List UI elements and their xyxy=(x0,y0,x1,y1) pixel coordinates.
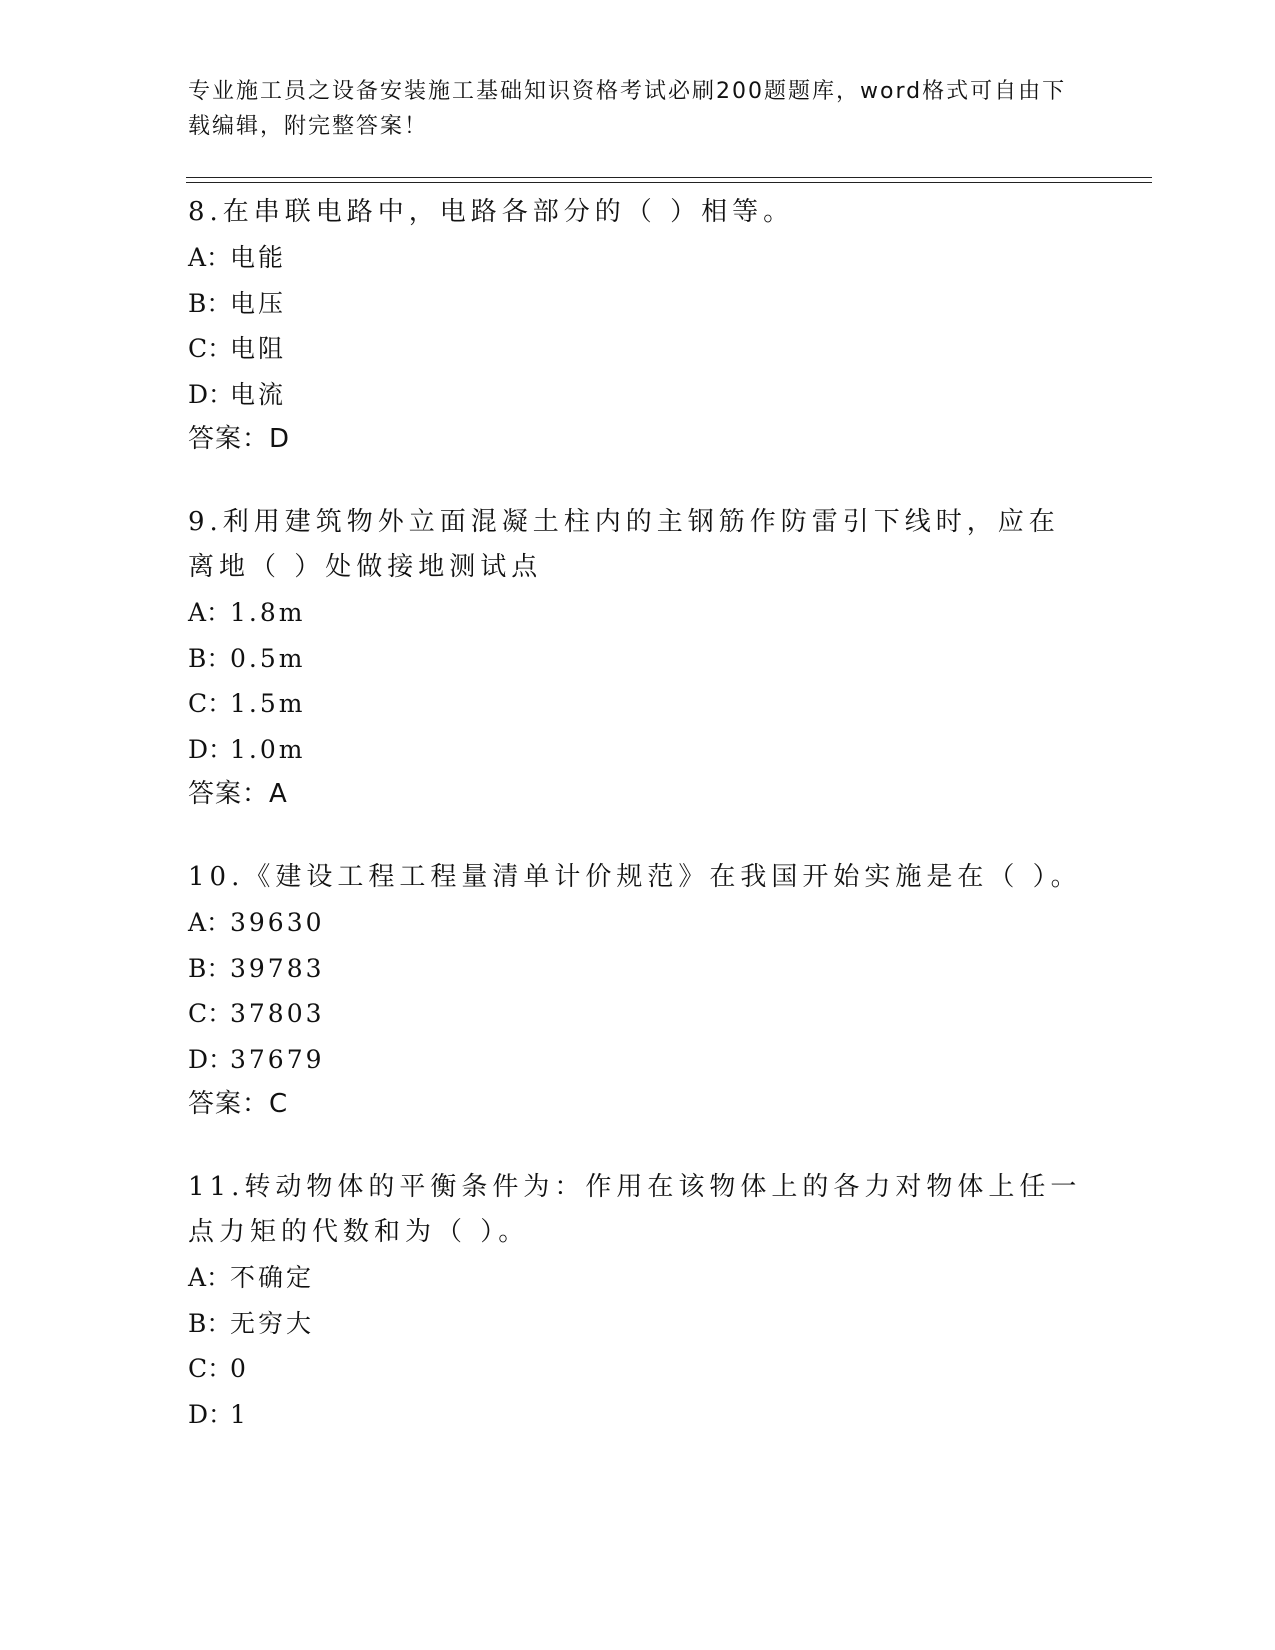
option-letter: C： xyxy=(188,334,233,363)
option-c xyxy=(188,681,1088,727)
option-letter: A： xyxy=(188,243,232,272)
header-divider-bottom xyxy=(186,182,1152,183)
option-text: 不确定 xyxy=(230,1263,315,1292)
option-text: 1 xyxy=(230,1399,249,1429)
option-letter: C： xyxy=(188,999,233,1028)
option-letter: A： xyxy=(188,1263,232,1292)
option-text: 37803 xyxy=(230,999,325,1028)
option-a xyxy=(188,1255,1088,1301)
question-10 xyxy=(188,855,1088,1127)
option-text: 0.5m xyxy=(230,643,306,673)
option-letter: A： xyxy=(188,908,232,937)
option-text: 39630 xyxy=(230,908,325,937)
answer-line: 答案：A xyxy=(188,779,288,809)
option-text: 1.8m xyxy=(230,598,306,627)
option-b xyxy=(188,636,1088,682)
question-text: 11.转动物体的平衡条件为：作用在该物体上的各力对物体上任一点力矩的代数和为（ ）。 xyxy=(188,1172,1082,1247)
option-letter: B： xyxy=(188,288,232,318)
option-c xyxy=(188,1346,1088,1392)
option-d xyxy=(188,372,1088,418)
option-text: 电能 xyxy=(230,243,287,272)
option-letter: D： xyxy=(188,1044,234,1074)
answer-line: 答案：D xyxy=(188,424,291,454)
option-d xyxy=(188,1392,1088,1438)
option-c xyxy=(188,326,1088,372)
option-letter: B： xyxy=(188,953,232,983)
question-text: 10.《建设工程工程量清单计价规范》在我国开始实施是在（ ）。 xyxy=(188,862,1082,892)
option-b xyxy=(188,281,1088,327)
option-text: 电阻 xyxy=(230,334,287,363)
option-letter: C： xyxy=(188,1354,233,1383)
option-d xyxy=(188,1037,1088,1083)
option-letter: D： xyxy=(188,1399,234,1429)
option-letter: D： xyxy=(188,734,234,764)
option-b xyxy=(188,1301,1088,1347)
question-9 xyxy=(188,500,1088,817)
header-divider-top xyxy=(186,177,1152,178)
option-text: 1.5m xyxy=(230,689,306,718)
option-letter: B： xyxy=(188,643,232,673)
option-text: 37679 xyxy=(230,1044,325,1074)
question-list xyxy=(188,190,1088,1475)
option-text: 电压 xyxy=(230,288,287,318)
option-a xyxy=(188,590,1088,636)
option-letter: C： xyxy=(188,689,233,718)
option-a xyxy=(188,235,1088,281)
question-8 xyxy=(188,190,1088,462)
option-d xyxy=(188,727,1088,773)
document-header: 专业施工员之设备安装施工基础知识资格考试必刷200题题库，word格式可自由下载编辑，附完整答案！ xyxy=(188,79,1067,139)
option-letter: D： xyxy=(188,379,234,409)
option-text: 39783 xyxy=(230,953,325,983)
option-c xyxy=(188,991,1088,1037)
question-text: 8.在串联电路中，电路各部分的（ ）相等。 xyxy=(188,197,795,227)
option-letter: B： xyxy=(188,1308,232,1338)
question-text: 9.利用建筑物外立面混凝土柱内的主钢筋作防雷引下线时，应在离地（ ）处做接地测试点 xyxy=(188,507,1060,582)
option-text: 0 xyxy=(230,1354,249,1383)
option-letter: A： xyxy=(188,598,232,627)
answer-line: 答案：C xyxy=(188,1089,289,1119)
option-text: 1.0m xyxy=(230,734,306,764)
question-11 xyxy=(188,1165,1088,1437)
option-b xyxy=(188,946,1088,992)
option-text: 无穷大 xyxy=(230,1308,315,1338)
option-text: 电流 xyxy=(230,379,287,409)
option-a xyxy=(188,900,1088,946)
